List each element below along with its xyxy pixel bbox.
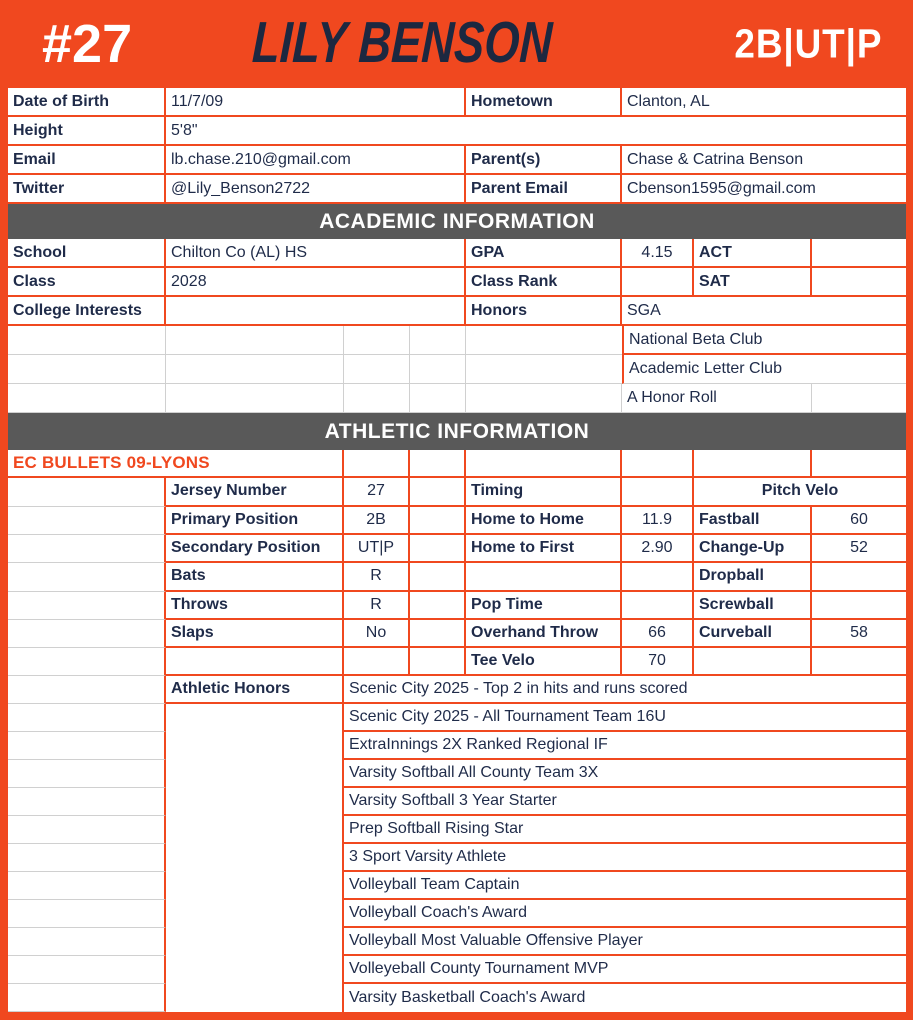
row-athletic-honor-2	[8, 704, 906, 732]
empty-cell	[410, 355, 466, 384]
sat-value	[812, 268, 906, 297]
empty-cell	[8, 928, 166, 956]
athletic-honor-item: Varsity Softball All County Team 3X	[344, 760, 906, 788]
athletic-honor-item: Volleyball Coach's Award	[344, 900, 906, 928]
row-school-gpa-act	[8, 239, 906, 268]
fastball-label: Fastball	[694, 507, 812, 536]
empty-cell	[344, 648, 410, 676]
empty-cell	[410, 450, 466, 478]
class-rank-label: Class Rank	[466, 268, 622, 297]
row-athletic-honor-12	[8, 984, 906, 1012]
empty-cell	[8, 592, 166, 620]
empty-cell	[8, 816, 166, 844]
empty-cell	[344, 450, 410, 478]
timing-header: Timing	[466, 478, 622, 507]
height-value: 5'8"	[166, 117, 906, 146]
tee-velo-value: 70	[622, 648, 694, 676]
empty-cell	[466, 326, 622, 355]
empty-cell	[166, 788, 344, 816]
athletic-honor-item: Varsity Softball 3 Year Starter	[344, 788, 906, 816]
empty-cell	[166, 816, 344, 844]
empty-cell	[410, 563, 466, 592]
home-to-first-value: 2.90	[622, 535, 694, 563]
school-value: Chilton Co (AL) HS	[166, 239, 466, 268]
school-label: School	[8, 239, 166, 268]
parent-email-value: Cbenson1595@gmail.com	[622, 175, 906, 204]
college-interests-value	[166, 297, 466, 326]
row-email-parents	[8, 146, 906, 175]
honors-value-3: Academic Letter Club	[622, 355, 906, 384]
header-band	[8, 0, 906, 88]
parent-email-label: Parent Email	[466, 175, 622, 204]
home-to-first-label: Home to First	[466, 535, 622, 563]
empty-cell	[466, 355, 622, 384]
empty-cell	[166, 872, 344, 900]
row-athletic-honor-8	[8, 872, 906, 900]
empty-cell	[410, 620, 466, 649]
empty-cell	[622, 563, 694, 592]
empty-cell	[166, 648, 344, 676]
empty-cell	[166, 384, 344, 413]
empty-cell	[8, 326, 166, 355]
curveball-label: Curveball	[694, 620, 812, 649]
empty-cell	[166, 928, 344, 956]
empty-cell	[8, 676, 166, 704]
player-name-wrap	[8, 9, 796, 76]
empty-cell	[622, 478, 694, 507]
empty-cell	[166, 732, 344, 760]
empty-cell	[410, 648, 466, 676]
screwball-label: Screwball	[694, 592, 812, 620]
row-tee-velo	[8, 648, 906, 676]
act-value	[812, 239, 906, 268]
row-class-rank-sat	[8, 268, 906, 297]
empty-cell	[8, 384, 166, 413]
empty-cell	[8, 620, 166, 649]
class-label: Class	[8, 268, 166, 297]
athletic-honor-item: Prep Softball Rising Star	[344, 816, 906, 844]
empty-cell	[8, 355, 166, 384]
row-athletic-honor-11	[8, 956, 906, 984]
empty-cell	[622, 450, 694, 478]
row-athletic-honor-9	[8, 900, 906, 928]
empty-cell	[344, 355, 410, 384]
row-honor-3	[8, 355, 906, 384]
athletic-honor-item: Varsity Basketball Coach's Award	[349, 989, 586, 1006]
row-athletic-honor-7	[8, 844, 906, 872]
twitter-label: Twitter	[8, 175, 166, 204]
dob-label: Date of Birth	[8, 88, 166, 117]
empty-cell	[410, 384, 466, 413]
jersey-value: 27	[344, 478, 410, 507]
empty-cell	[344, 326, 410, 355]
pop-time-label: Pop Time	[466, 592, 622, 620]
home-to-home-value: 11.9	[622, 507, 694, 536]
empty-cell	[8, 535, 166, 563]
athletic-honor-item: Volleyball Team Captain	[344, 872, 906, 900]
row-slaps	[8, 620, 906, 649]
row-bats	[8, 563, 906, 592]
parents-label: Parent(s)	[466, 146, 622, 175]
hometown-value: Clanton, AL	[622, 88, 906, 117]
honors-value-2: National Beta Club	[622, 326, 906, 355]
honors-value-4: A Honor Roll	[622, 384, 812, 413]
gpa-label: GPA	[466, 239, 622, 268]
empty-cell	[466, 563, 622, 592]
throws-value: R	[344, 592, 410, 620]
row-athletic-honor-6	[8, 816, 906, 844]
row-athletic-honor-3	[8, 732, 906, 760]
tee-velo-label: Tee Velo	[466, 648, 622, 676]
parents-value: Chase & Catrina Benson	[622, 146, 906, 175]
college-interests-label: College Interests	[8, 297, 166, 326]
row-primary-position	[8, 507, 906, 536]
athletic-honor-item: 3 Sport Varsity Athlete	[344, 844, 906, 872]
pitch-velo-header: Pitch Velo	[694, 478, 906, 507]
row-dob-hometown	[8, 88, 906, 117]
row-throws	[8, 592, 906, 620]
email-label: Email	[8, 146, 166, 175]
dropball-value	[812, 563, 906, 592]
bats-value: R	[344, 563, 410, 592]
row-athletic-honor-1	[8, 676, 906, 704]
empty-cell	[166, 900, 344, 928]
primary-position-label: Primary Position	[166, 507, 344, 536]
athletic-honor-item: Volleyball Most Valuable Offensive Player	[344, 928, 906, 956]
athletic-honor-item: Scenic City 2025 - All Tournament Team 16U	[344, 704, 906, 732]
overhand-throw-label: Overhand Throw	[466, 620, 622, 649]
hometown-label: Hometown	[466, 88, 622, 117]
sat-label: SAT	[694, 268, 812, 297]
row-jersey-timing	[8, 478, 906, 507]
empty-cell	[166, 704, 344, 732]
empty-cell	[8, 732, 166, 760]
gpa-value: 4.15	[622, 239, 694, 268]
athletic-honor-item: Volleyeball County Tournament MVP	[344, 956, 906, 984]
positions-wrap	[718, 21, 882, 68]
athletic-banner: ATHLETIC INFORMATION	[8, 413, 906, 450]
positions: 2B|UT|P	[734, 20, 882, 67]
twitter-value: @Lily_Benson2722	[166, 175, 466, 204]
row-secondary-position	[8, 535, 906, 563]
row-height	[8, 117, 906, 146]
bats-label: Bats	[166, 563, 344, 592]
pop-time-value	[622, 592, 694, 620]
jersey-label: Jersey Number	[166, 478, 344, 507]
screwball-value	[812, 592, 906, 620]
row-honor-2	[8, 326, 906, 355]
empty-cell	[466, 450, 622, 478]
empty-cell	[8, 760, 166, 788]
row-athletic-honor-5	[8, 788, 906, 816]
empty-cell	[8, 872, 166, 900]
change-up-value: 52	[812, 535, 906, 563]
empty-cell	[8, 704, 166, 732]
empty-cell	[166, 844, 344, 872]
empty-cell	[812, 384, 906, 413]
empty-cell	[166, 355, 344, 384]
athletic-honor-item: Scenic City 2025 - Top 2 in hits and runs scored	[344, 676, 906, 704]
class-rank-value	[622, 268, 694, 297]
academic-banner: ACADEMIC INFORMATION	[8, 204, 906, 239]
throws-label: Throws	[166, 592, 344, 620]
change-up-label: Change-Up	[694, 535, 812, 563]
row-athletic-honor-10	[8, 928, 906, 956]
empty-cell	[8, 478, 166, 507]
row-team	[8, 450, 906, 478]
empty-cell	[410, 478, 466, 507]
empty-cell	[410, 535, 466, 563]
primary-position-value: 2B	[344, 507, 410, 536]
fastball-value: 60	[812, 507, 906, 536]
dropball-label: Dropball	[694, 563, 812, 592]
empty-cell	[466, 384, 622, 413]
empty-cell	[166, 326, 344, 355]
team-name: EC BULLETS 09-LYONS	[8, 450, 344, 478]
athletic-honors-label: Athletic Honors	[166, 676, 344, 704]
curveball-value: 58	[812, 620, 906, 649]
act-label: ACT	[694, 239, 812, 268]
email-value: lb.chase.210@gmail.com	[166, 146, 466, 175]
slaps-value: No	[344, 620, 410, 649]
empty-cell	[812, 450, 906, 478]
empty-cell	[410, 326, 466, 355]
slaps-label: Slaps	[166, 620, 344, 649]
empty-cell	[166, 984, 344, 1012]
empty-cell	[8, 984, 166, 1012]
dob-value: 11/7/09	[166, 88, 466, 117]
honors-value-1: SGA	[622, 297, 906, 326]
row-twitter-parent-email	[8, 175, 906, 204]
empty-cell	[166, 956, 344, 984]
honors-label: Honors	[466, 297, 622, 326]
empty-cell	[166, 760, 344, 788]
row-college-honors	[8, 297, 906, 326]
overhand-throw-value: 66	[622, 620, 694, 649]
empty-cell	[410, 592, 466, 620]
empty-cell	[8, 900, 166, 928]
jersey-number: #27	[42, 14, 133, 74]
row-athletic-honor-4	[8, 760, 906, 788]
empty-cell	[8, 788, 166, 816]
empty-cell	[8, 648, 166, 676]
home-to-home-label: Home to Home	[466, 507, 622, 536]
secondary-position-value: UT|P	[344, 535, 410, 563]
empty-cell	[812, 648, 906, 676]
empty-cell	[410, 507, 466, 536]
empty-cell	[8, 563, 166, 592]
empty-cell	[8, 507, 166, 536]
athletic-honor-item: ExtraInnings 2X Ranked Regional IF	[344, 732, 906, 760]
empty-cell	[8, 956, 166, 984]
row-honor-4	[8, 384, 906, 413]
empty-cell	[344, 384, 410, 413]
empty-cell	[694, 450, 812, 478]
height-label: Height	[8, 117, 166, 146]
empty-cell	[694, 648, 812, 676]
empty-cell	[8, 844, 166, 872]
class-value: 2028	[166, 268, 466, 297]
secondary-position-label: Secondary Position	[166, 535, 344, 563]
player-name: LILY BENSON	[250, 10, 554, 76]
